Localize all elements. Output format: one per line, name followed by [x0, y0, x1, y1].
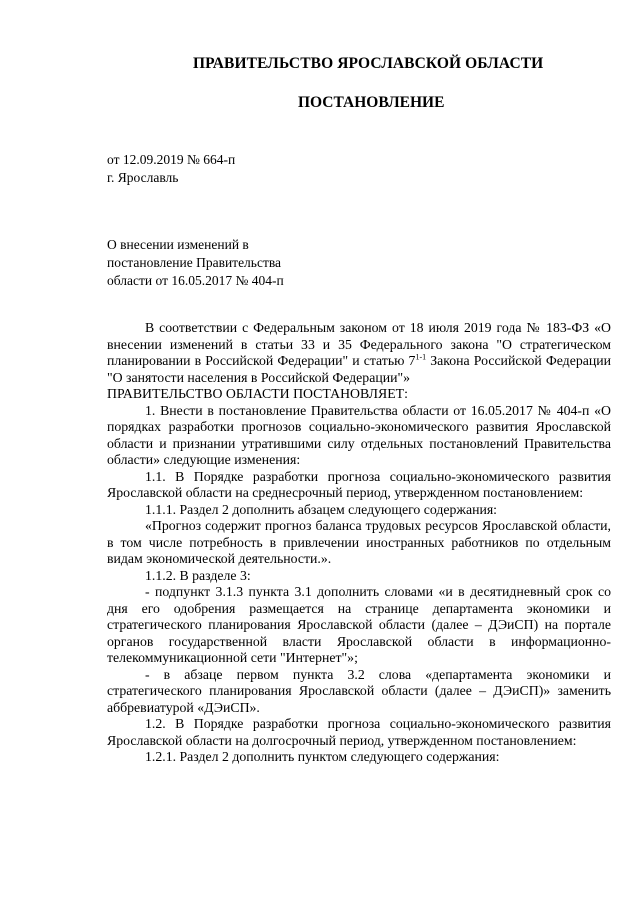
- subject-line-3: области от 16.05.2017 № 404-п: [107, 273, 284, 288]
- clause-1: 1. Внести в постановление Правительства области от 16.05.2017 № 404-п «О порядках разработки прогнозов социально-экономического развития Ярославской области и признании утратившими силу отдельных постановлений Правительства области» следующие изменения:: [107, 402, 611, 467]
- government-title: ПРАВИТЕЛЬСТВО ЯРОСЛАВСКОЙ ОБЛАСТИ: [193, 55, 544, 72]
- clause-1-1: 1.1. В Порядке разработки прогноза социально-экономического развития Ярославской области на среднесрочный период, утвержденном постановлением:: [107, 468, 611, 500]
- subject-line-2: постановление Правительства: [107, 255, 282, 270]
- clause-1-1-2: 1.1.2. В разделе 3:: [145, 567, 251, 583]
- city: г. Ярославль: [107, 170, 179, 185]
- bullet-1: - подпункт 3.1.3 пункта 3.1 дополнить словами «и в десятидневный срок со дня его одобрения размещается на странице департамента экономики и стратегического планирования Ярославской области (далее – ДЭиСП) на портале органов государственной власти Ярославской области в информационно-телекоммуникационной сети "Интернет"»;: [107, 584, 611, 665]
- date-number: от 12.09.2019 № 664-п: [107, 152, 236, 167]
- bullet-2: - в абзаце первом пункта 3.2 слова «департамента экономики и стратегического планирования Ярославской области (далее – ДЭиСП)» заменить аббревиатурой «ДЭиСП».: [107, 666, 611, 715]
- preamble-superscript: 1-1: [415, 352, 427, 362]
- quote-1: «Прогноз содержит прогноз баланса трудовых ресурсов Ярославской области, в том числе потребность в привлечении иностранных работников по отдельным видам экономической деятельности.».: [107, 518, 611, 566]
- clause-1-2: 1.2. В Порядке разработки прогноза социально-экономического развития Ярославской области на долгосрочный период, утвержденном постановлением:: [107, 716, 611, 748]
- document-body: [107, 320, 611, 766]
- clause-1-1-1: 1.1.1. Раздел 2 дополнить абзацем следующего содержания:: [145, 501, 498, 517]
- preamble-text-b: Закона Российской Федерации "О занятости населения в Российской Федерации"»: [107, 353, 611, 385]
- resolves-line: ПРАВИТЕЛЬСТВО ОБЛАСТИ ПОСТАНОВЛЯЕТ:: [107, 386, 408, 401]
- clause-1-2-1: 1.2.1. Раздел 2 дополнить пунктом следующего содержания:: [145, 749, 500, 764]
- document-type-title: ПОСТАНОВЛЕНИЕ: [298, 94, 445, 111]
- subject-line-1: О внесении изменений в: [107, 237, 249, 252]
- preamble: [107, 320, 611, 386]
- preamble-text-a: В соответствии с Федеральным законом от 18 июля 2019 года № 183-ФЗ «О внесении изменений в статьи 33 и 35 Федерального закона "О стратегическом планировании в Российской Федерации" и статью 7: [107, 320, 611, 368]
